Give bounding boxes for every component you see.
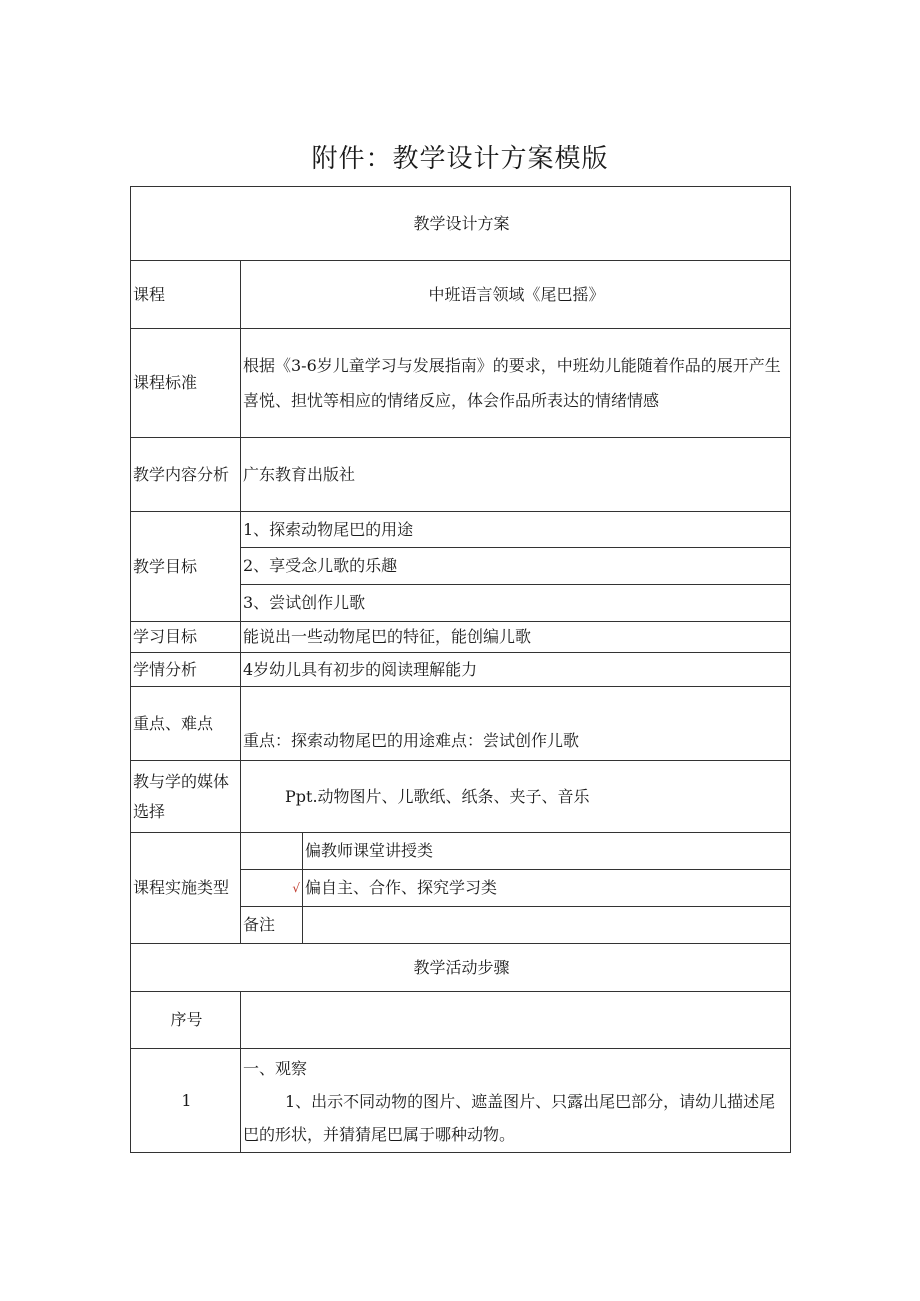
standard-label: 课程标准	[131, 329, 241, 438]
note-label: 备注	[241, 907, 303, 944]
learner-analysis-label: 学情分析	[131, 653, 241, 687]
goal-item: 3、尝试创作儿歌	[241, 585, 791, 622]
impl-option-text: 偏自主、合作、探究学习类	[303, 870, 791, 907]
impl-option-text: 偏教师课堂讲授类	[303, 833, 791, 870]
note-value	[303, 907, 791, 944]
key-points-value: 重点：探索动物尾巴的用途难点：尝试创作儿歌	[241, 687, 791, 761]
steps-header: 教学活动步骤	[131, 944, 791, 992]
step-title: 一、观察	[243, 1059, 308, 1078]
standard-value: 根据《3-6岁儿童学习与发展指南》的要求，中班幼儿能随着作品的展开产生喜悦、担忧等相应的情绪反应，体会作品所表达的情绪情感	[241, 329, 791, 438]
impl-type-label: 课程实施类型	[131, 833, 241, 944]
table-row	[131, 1049, 791, 1153]
media-value: Ppt.动物图片、儿歌纸、纸条、夹子、音乐	[241, 761, 791, 833]
content-analysis-label: 教学内容分析	[131, 438, 241, 512]
goal-item: 2、享受念儿歌的乐趣	[241, 548, 791, 585]
learning-goals-value: 能说出一些动物尾巴的特征，能创编儿歌	[241, 622, 791, 653]
learning-goals-label: 学习目标	[131, 622, 241, 653]
course-label: 课程	[131, 261, 241, 329]
media-label: 教与学的媒体选择	[131, 761, 241, 833]
goals-label: 教学目标	[131, 512, 241, 622]
step-detail: 1、出示不同动物的图片、遮盖图片、只露出尾巴部分，请幼儿描述尾巴的形状，并猜猜尾巴属于哪种动物。	[243, 1092, 776, 1144]
step-number: 1	[131, 1049, 241, 1153]
impl-option-mark	[241, 833, 303, 870]
page-title: 附件：教学设计方案模版	[311, 144, 609, 174]
seq-label: 序号	[131, 992, 241, 1049]
content-analysis-value: 广东教育出版社	[241, 438, 791, 512]
key-points-label: 重点、难点	[131, 687, 241, 761]
goal-item: 1、探索动物尾巴的用途	[241, 512, 791, 548]
teaching-plan-table	[130, 186, 791, 1153]
check-mark-icon: √	[241, 870, 303, 907]
table-header: 教学设计方案	[131, 187, 791, 261]
learner-analysis-value: 4岁幼儿具有初步的阅读理解能力	[241, 653, 791, 687]
course-value: 中班语言领域《尾巴摇》	[241, 261, 791, 329]
